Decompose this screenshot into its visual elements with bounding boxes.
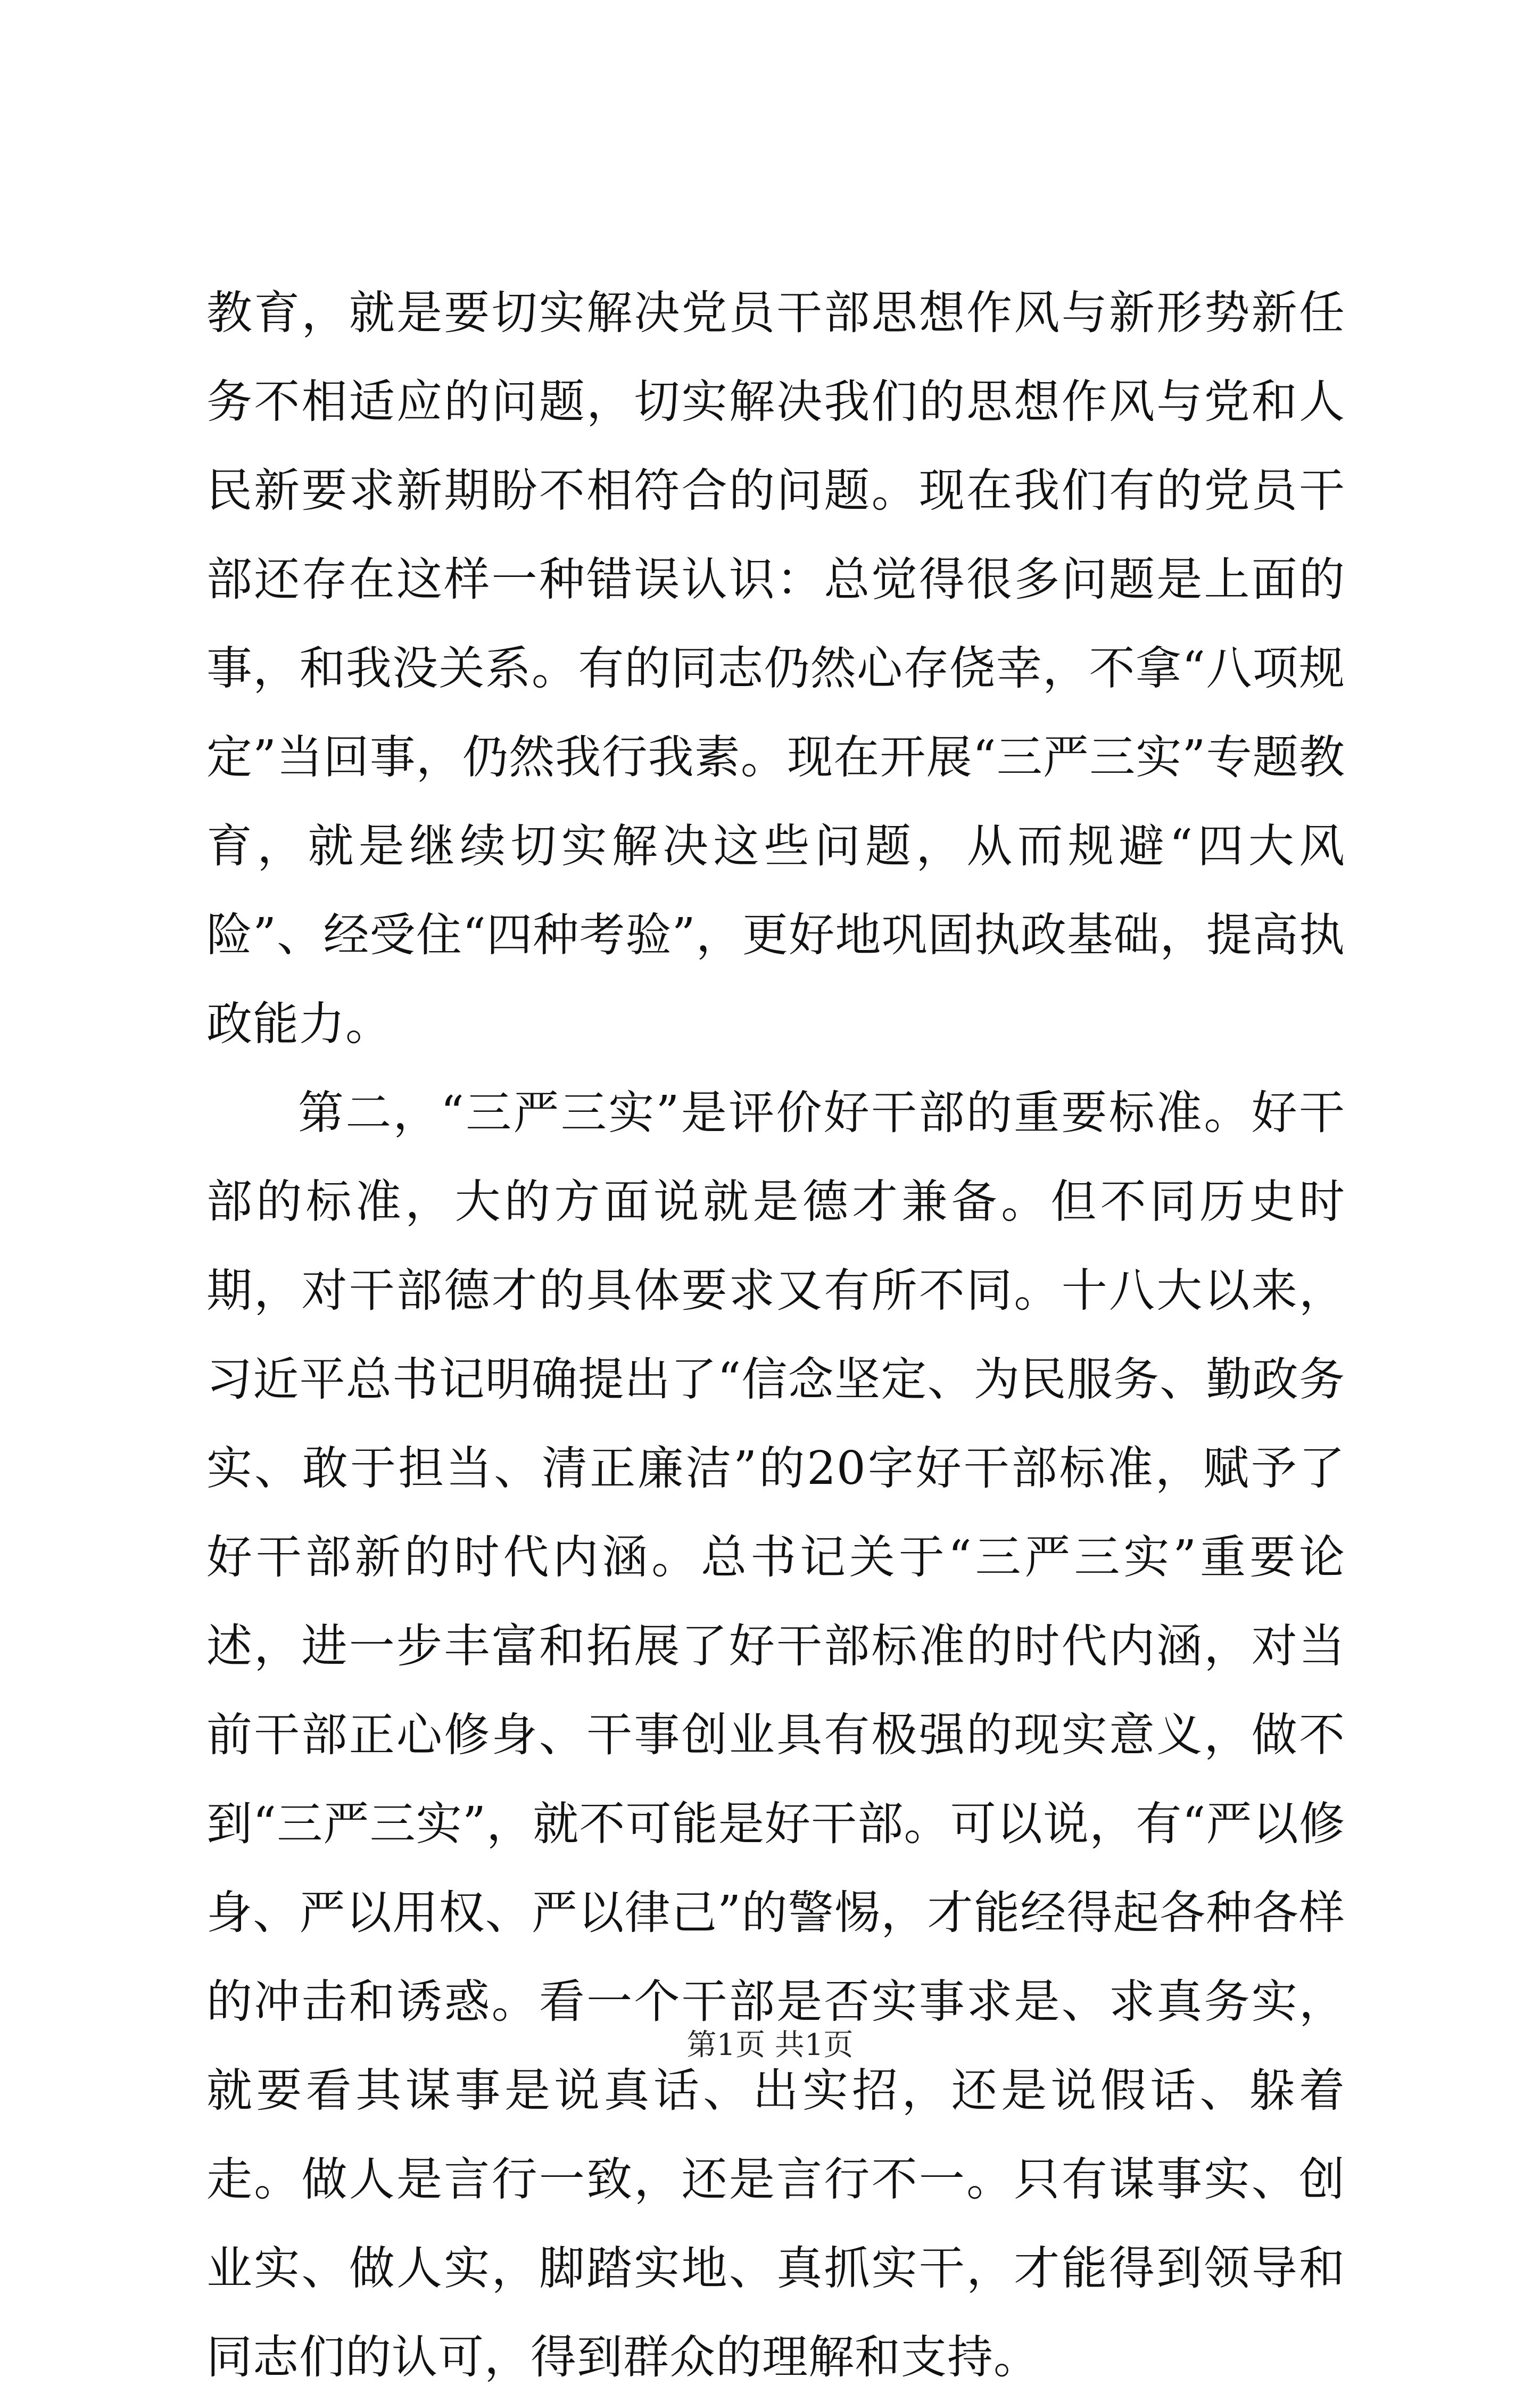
document-body bbox=[206, 269, 1345, 2402]
paragraph-second-point: 第二，“三严三实”是评价好干部的重要标准。好干部的标准，大的方面说就是德才兼备。但不同历史时期，对干部德才的具体要求又有所不同。十八大以来，习近平总书记明确提出了“信念坚定、为民服务、勤政务实、敢于担当、清正廉洁”的20字好干部标准，赋予了好干部新的时代内涵。总书记关于“三严三实”重要论述，进一步丰富和拓展了好干部标准的时代内涵，对当前干部正心修身、干事创业具有极强的现实意义，做不到“三严三实”，就不可能是好干部。可以说，有“严以修身、严以用权、严以律己”的警惕，才能经得起各种各样的冲击和诱惑。看一个干部是否实事求是、求真务实，就要看其谋事是说真话、出实招，还是说假话、躲着走。做人是言行一致，还是言行不一。只有谋事实、创业实、做人实，脚踏实地、真抓实干，才能得到领导和同志们的认可，得到群众的理解和支持。 bbox=[206, 1086, 1345, 2384]
paragraph-continuation: 教育，就是要切实解决党员干部思想作风与新形势新任务不相适应的问题，切实解决我们的思想作风与党和人民新要求新期盼不相符合的问题。现在我们有的党员干部还存在这样一种错误认识：总觉得很多问题是上面的事，和我没关系。有的同志仍然心存侥幸，不拿“八项规定”当回事，仍然我行我素。现在开展“三严三实”专题教育，就是继续切实解决这些问题，从而规避“四大风险”、经受住“四种考验”，更好地巩固执政基础，提高执政能力。 bbox=[206, 286, 1345, 1051]
page-footer: 第1页 共1页 bbox=[686, 2028, 854, 2062]
